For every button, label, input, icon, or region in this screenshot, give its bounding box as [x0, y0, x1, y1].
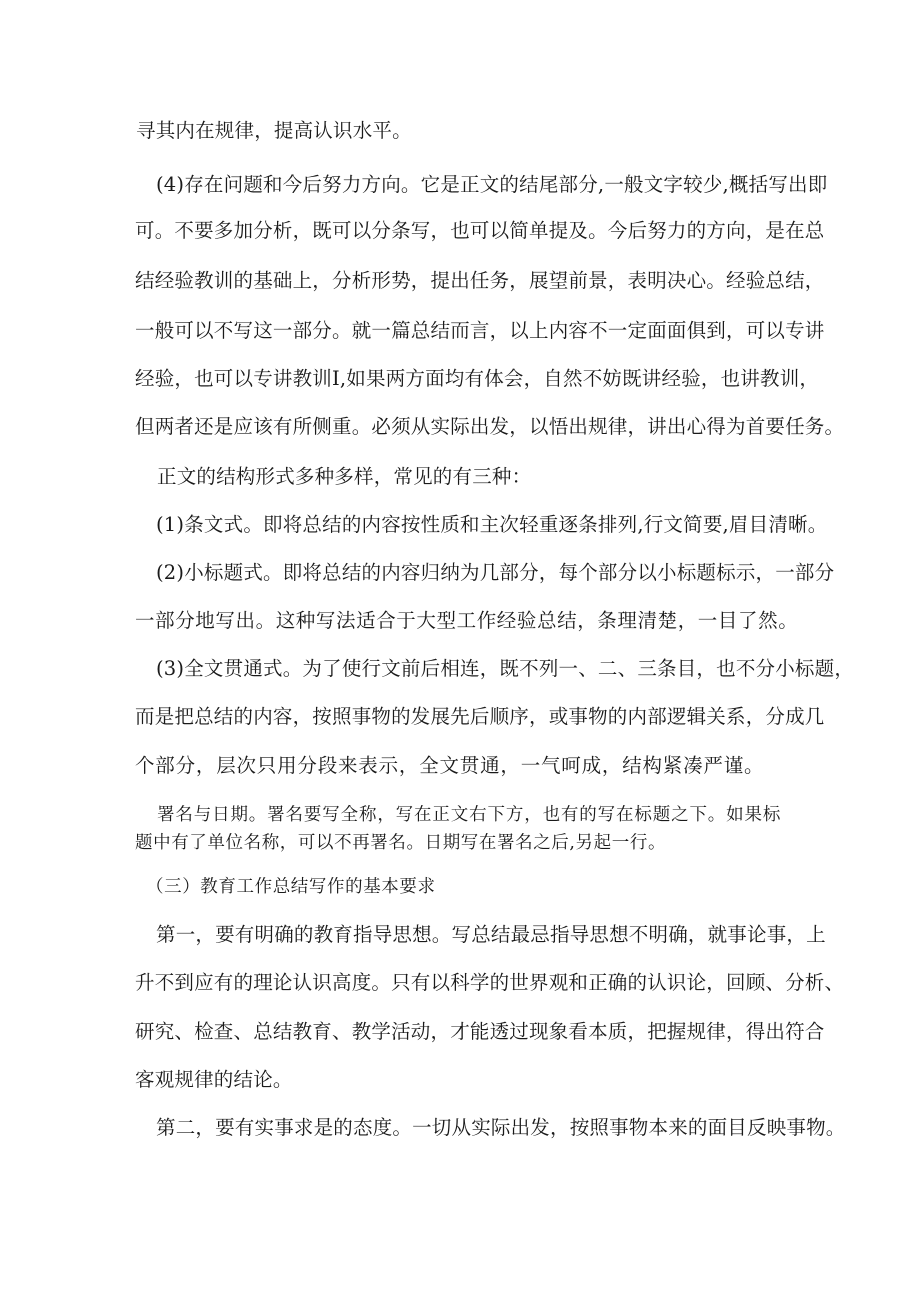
- text-line-2: (4)存在问题和今后努力方向。它是正文的结尾部分,一般文字较少,概括写出即: [156, 173, 828, 196]
- text-line-8: 正文的结构形式多种多样，常见的有三种：: [157, 465, 532, 488]
- text-line-4: 结经验教训的基础上，分析形势，提出任务，展望前景，表明决心。经验总结，: [135, 269, 825, 292]
- text-line-16: 题中有了单位名称，可以不再署名。日期写在署名之后,另起一行。: [135, 833, 667, 853]
- text-line-21: 客观规律的结论。: [135, 1068, 293, 1091]
- text-line-22: 第二，要有实事求是的态度。一切从实际出发，按照事物本来的面目反映事物。: [156, 1116, 846, 1139]
- text-line-14: 个部分，层次只用分段来表示，全文贯通，一气呵成，结构紧凑严谨。: [135, 754, 765, 777]
- text-line-15: 署名与日期。署名要写全称，写在正文右下方，也有的写在标题之下。如果标: [157, 805, 781, 825]
- text-line-20: 研究、检查、总结教育、教学活动，才能透过现象看本质，把握规律，得出符合: [135, 1020, 825, 1043]
- text-line-3: 可。不要多加分析，既可以分条写，也可以简单提及。今后努力的方向，是在总: [135, 219, 825, 242]
- text-line-13: 而是把总结的内容，按照事物的发展先后顺序，或事物的内部逻辑关系，分成几: [135, 705, 825, 728]
- text-line-11: 一部分地写出。这种写法适合于大型工作经验总结，条理清楚，一目了然。: [135, 609, 799, 632]
- text-line-19: 升不到应有的理论认识高度。只有以科学的世界观和正确的认识论，回顾、分析、: [135, 971, 845, 994]
- text-line-5: 一般可以不写这一部分。就一篇总结而言，以上内容不一定面面俱到，可以专讲: [135, 319, 825, 342]
- text-line-1: 寻其内在规律，提高认识水平。: [136, 119, 412, 142]
- text-line-18: 第一，要有明确的教育指导思想。写总结最忌指导思想不明确，就事论事，上: [156, 923, 826, 946]
- text-line-10: (2)小标题式。即将总结的内容归纳为几部分，每个部分以小标题标示，一部分: [156, 561, 835, 584]
- text-line-7: 但两者还是应该有所侧重。必须从实际出发，以悟出规律，讲出心得为首要任务。: [135, 415, 845, 438]
- section-heading: （三）教育工作总结写作的基本要求: [146, 877, 436, 897]
- text-line-9: (1)条文式。即将总结的内容按性质和主次轻重逐条排列,行文简要,眉目清晰。: [156, 513, 828, 536]
- text-line-12: (3)全文贯通式。为了使行文前后相连，既不列一、二、三条目，也不分小标题，: [156, 657, 855, 680]
- text-line-6: 经验，也可以专讲教训I,如果两方面均有体会，自然不妨既讲经验，也讲教训，: [135, 367, 820, 390]
